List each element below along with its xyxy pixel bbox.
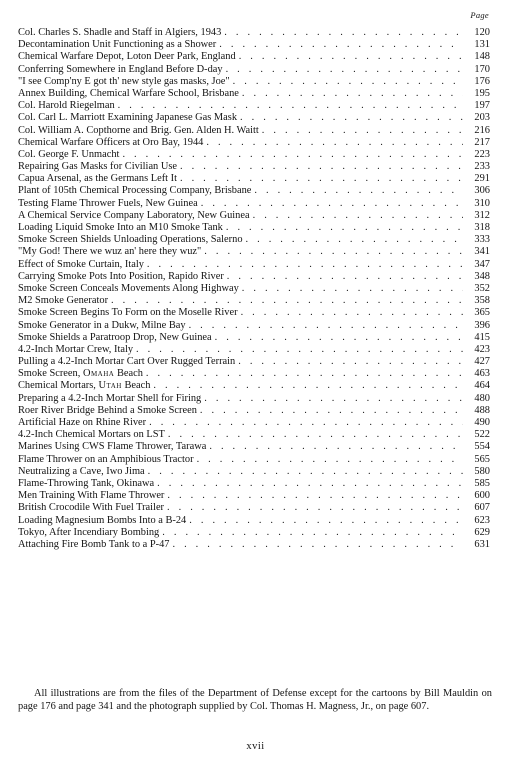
entry-title: Chemical Mortars, Utah Beach [18, 380, 151, 392]
entry-title: Carrying Smoke Pots Into Position, Rapido River [18, 270, 224, 282]
entry-page-number: 415 [474, 331, 490, 343]
dot-leader [180, 173, 463, 185]
dot-leader [111, 295, 463, 307]
list-item [18, 405, 490, 417]
entry-page-number: 607 [474, 502, 490, 514]
dot-leader [240, 112, 463, 124]
entry-page-number: 522 [474, 429, 490, 441]
list-item [18, 185, 490, 197]
dot-leader [122, 149, 463, 161]
entry-page-number: 120 [474, 27, 490, 38]
entry-title: Tokyo, After Incendiary Bombing [18, 526, 160, 538]
entry-title: Testing Flame Thrower Fuels, New Guinea [18, 197, 198, 209]
entry-page-number: 488 [474, 404, 490, 416]
entry-page-number: 629 [474, 526, 490, 538]
list-item [18, 441, 490, 453]
entry-page-number: 170 [474, 63, 490, 75]
entry-page-number: 565 [474, 453, 490, 465]
list-item [18, 490, 490, 502]
dot-leader [254, 185, 463, 197]
entry-title: Smoke Shields a Paratroop Drop, New Guinea [18, 331, 212, 343]
entry-title: Loading Liquid Smoke Into an M10 Smoke Tank [18, 222, 223, 233]
entry-title: Marines Using CWS Flame Thrower, Tarawa [18, 441, 207, 453]
list-item [18, 527, 490, 539]
entry-page-number: 585 [474, 477, 490, 489]
list-item [18, 344, 490, 356]
dot-leader [233, 76, 463, 88]
dot-leader [197, 454, 463, 466]
list-item [18, 234, 490, 246]
entry-page-number: 396 [474, 319, 490, 331]
entry-page-number: 312 [474, 209, 490, 221]
list-item [18, 100, 490, 112]
entry-title: "My God! There we wuz an' here they wuz" [18, 246, 202, 258]
entry-page-number: 233 [474, 161, 490, 173]
entry-page-number: 333 [474, 234, 490, 246]
entry-page-number: 291 [474, 173, 490, 185]
list-item [18, 51, 490, 63]
list-item [18, 27, 490, 39]
entry-page-number: 352 [474, 282, 490, 294]
entry-page-number: 358 [474, 295, 490, 307]
list-item [18, 380, 490, 392]
entry-page-number: 195 [474, 87, 490, 99]
list-item [18, 198, 490, 210]
dot-leader [147, 259, 463, 271]
entry-title: British Crocodile With Fuel Trailer [18, 502, 165, 514]
entry-title: Loading Magnesium Bombs Into a B-24 [18, 514, 187, 526]
entry-title: Smoke Screen, Omaha Beach [18, 368, 143, 380]
dot-leader [224, 27, 463, 39]
list-item [18, 88, 490, 100]
entry-page-number: 365 [474, 307, 490, 319]
dot-leader [167, 490, 463, 502]
list-item [18, 454, 490, 466]
list-item [18, 137, 490, 149]
entry-page-number: 176 [474, 75, 490, 87]
entry-title: Flame Thrower on an Amphibious Tractor [18, 453, 194, 465]
dot-leader [241, 307, 463, 319]
entry-page-number: 463 [474, 368, 490, 380]
entry-page-number: 480 [474, 392, 490, 404]
dot-leader [172, 539, 463, 551]
dot-leader [157, 478, 463, 490]
dot-leader [136, 344, 463, 356]
page-column-header: Page [470, 10, 489, 20]
dot-leader [146, 368, 463, 380]
dot-leader [226, 64, 463, 76]
dot-leader [215, 332, 463, 344]
list-item [18, 356, 490, 368]
entry-title: Smoke Screen Shields Unloading Operations, Salerno [18, 234, 243, 246]
dot-leader [162, 527, 463, 539]
dot-leader [253, 210, 463, 222]
list-item [18, 515, 490, 527]
entry-title: Smoke Screen Conceals Movements Along Highway [18, 282, 239, 294]
list-item [18, 466, 490, 478]
list-item [18, 283, 490, 295]
dot-leader [148, 466, 463, 478]
entry-page-number: 217 [474, 136, 490, 148]
dot-leader [226, 222, 463, 234]
entry-title: Conferring Somewhere in England Before D-day [18, 63, 223, 75]
dot-leader [242, 283, 463, 295]
entry-title: Capua Arsenal, as the Germans Left It [18, 173, 177, 185]
entry-title: "I see Comp'ny E got th' new style gas masks, Joe" [18, 75, 230, 87]
dot-leader [153, 380, 463, 392]
list-item [18, 429, 490, 441]
entry-page-number: 490 [474, 417, 490, 428]
list-item [18, 539, 490, 551]
entry-title: A Chemical Service Company Laboratory, New Guinea [18, 209, 250, 221]
list-item [18, 112, 490, 124]
entry-title: Pulling a 4.2-Inch Mortar Cart Over Rugged Terrain [18, 356, 236, 368]
entry-page-number: 341 [474, 246, 490, 258]
entry-title: Smoke Generator in a Dukw, Milne Bay [18, 319, 186, 331]
entry-page-number: 306 [474, 185, 490, 197]
entry-page-number: 148 [474, 51, 490, 63]
entry-title: M2 Smoke Generator [18, 295, 109, 307]
entry-page-number: 631 [474, 538, 490, 550]
dot-leader [238, 356, 463, 368]
dot-leader [149, 417, 463, 429]
dot-leader [206, 137, 463, 149]
list-item [18, 502, 490, 514]
entry-title: Col. Carl L. Marriott Examining Japanese Gas Mask [18, 112, 238, 124]
entry-title: Effect of Smoke Curtain, Italy [18, 258, 144, 270]
list-item [18, 246, 490, 258]
list-item [18, 149, 490, 161]
dot-leader [180, 161, 463, 173]
list-item [18, 320, 490, 332]
entry-title: Chemical Warfare Depot, Loton Deer Park, England [18, 51, 236, 63]
entry-page-number: 318 [474, 222, 490, 233]
entry-page-number: 423 [474, 343, 490, 355]
dot-leader [167, 502, 463, 514]
list-item [18, 332, 490, 344]
page-number: xvii [246, 741, 265, 752]
entry-page-number: 203 [474, 112, 490, 124]
entry-title: Preparing a 4.2-Inch Mortar Shell for Firing [18, 392, 202, 404]
entry-title: Neutralizing a Cave, Iwo Jima [18, 465, 145, 477]
list-item [18, 64, 490, 76]
list-item [18, 173, 490, 185]
entry-page-number: 348 [474, 270, 490, 282]
entry-title: Col. George F. Unmacht [18, 148, 120, 160]
list-item [18, 125, 490, 137]
entry-page-number: 223 [474, 148, 490, 160]
list-item [18, 259, 490, 271]
entry-page-number: 197 [474, 100, 490, 112]
list-item [18, 271, 490, 283]
entry-title: Col. Harold Riegelman [18, 100, 115, 112]
entry-title: Men Training With Flame Thrower [18, 490, 165, 502]
dot-leader [262, 125, 463, 137]
entry-title: Artificial Haze on Rhine River [18, 417, 147, 428]
list-item [18, 210, 490, 222]
dot-leader [227, 271, 463, 283]
dot-leader [242, 88, 463, 100]
dot-leader [201, 198, 463, 210]
entry-page-number: 427 [474, 356, 490, 368]
entry-title: Roer River Bridge Behind a Smoke Screen [18, 404, 197, 416]
illustrations-list [18, 27, 490, 551]
dot-leader [189, 515, 463, 527]
entry-page-number: 623 [474, 514, 490, 526]
dot-leader [246, 234, 463, 246]
entry-page-number: 580 [474, 465, 490, 477]
dot-leader [219, 39, 463, 51]
list-item [18, 76, 490, 88]
dot-leader [118, 100, 463, 112]
entry-title: Col. William A. Copthorne and Brig. Gen. Alden H. Waitt [18, 124, 259, 136]
entry-title: Decontamination Unit Functioning as a Shower [18, 39, 217, 51]
entry-title: Repairing Gas Masks for Civilian Use [18, 161, 178, 173]
entry-page-number: 131 [474, 39, 490, 51]
entry-page-number: 347 [474, 258, 490, 270]
entry-title: Smoke Screen Begins To Form on the Moselle River [18, 307, 238, 319]
entry-page-number: 554 [474, 441, 490, 453]
dot-leader [239, 51, 463, 63]
entry-page-number: 600 [474, 490, 490, 502]
dot-leader [204, 393, 463, 405]
illustrations-source-note: All illustrations are from the files of the Department of Defense except for the cartoons by Bill Mauldin on page 176 and page 341 and the photograph supplied by Col. Thomas H. Magness, Jr., on page 607. [18, 688, 492, 712]
entry-title: Attaching Fire Bomb Tank to a P-47 [18, 538, 170, 550]
entry-page-number: 216 [474, 124, 490, 136]
entry-page-number: 310 [474, 197, 490, 209]
list-item [18, 39, 490, 51]
entry-title: Flame-Throwing Tank, Okinawa [18, 477, 155, 489]
entry-title: Plant of 105th Chemical Processing Company, Brisbane [18, 185, 252, 197]
entry-title: Chemical Warfare Officers at Oro Bay, 1944 [18, 136, 204, 148]
dot-leader [200, 405, 463, 417]
list-item [18, 222, 490, 234]
list-item [18, 393, 490, 405]
list-item [18, 478, 490, 490]
dot-leader [204, 246, 463, 258]
list-item [18, 417, 490, 429]
entry-title: 4.2-Inch Mortar Crew, Italy [18, 343, 134, 355]
entry-title: 4.2-Inch Chemical Mortars on LST [18, 429, 165, 441]
entry-title: Annex Building, Chemical Warfare School, Brisbane [18, 87, 239, 99]
list-item [18, 307, 490, 319]
list-item [18, 161, 490, 173]
entry-page-number: 464 [474, 380, 490, 392]
list-item [18, 295, 490, 307]
list-item [18, 368, 490, 380]
dot-leader [209, 441, 463, 453]
dot-leader [189, 320, 463, 332]
entry-title: Col. Charles S. Shadle and Staff in Algiers, 1943 [18, 27, 222, 38]
dot-leader [168, 429, 463, 441]
